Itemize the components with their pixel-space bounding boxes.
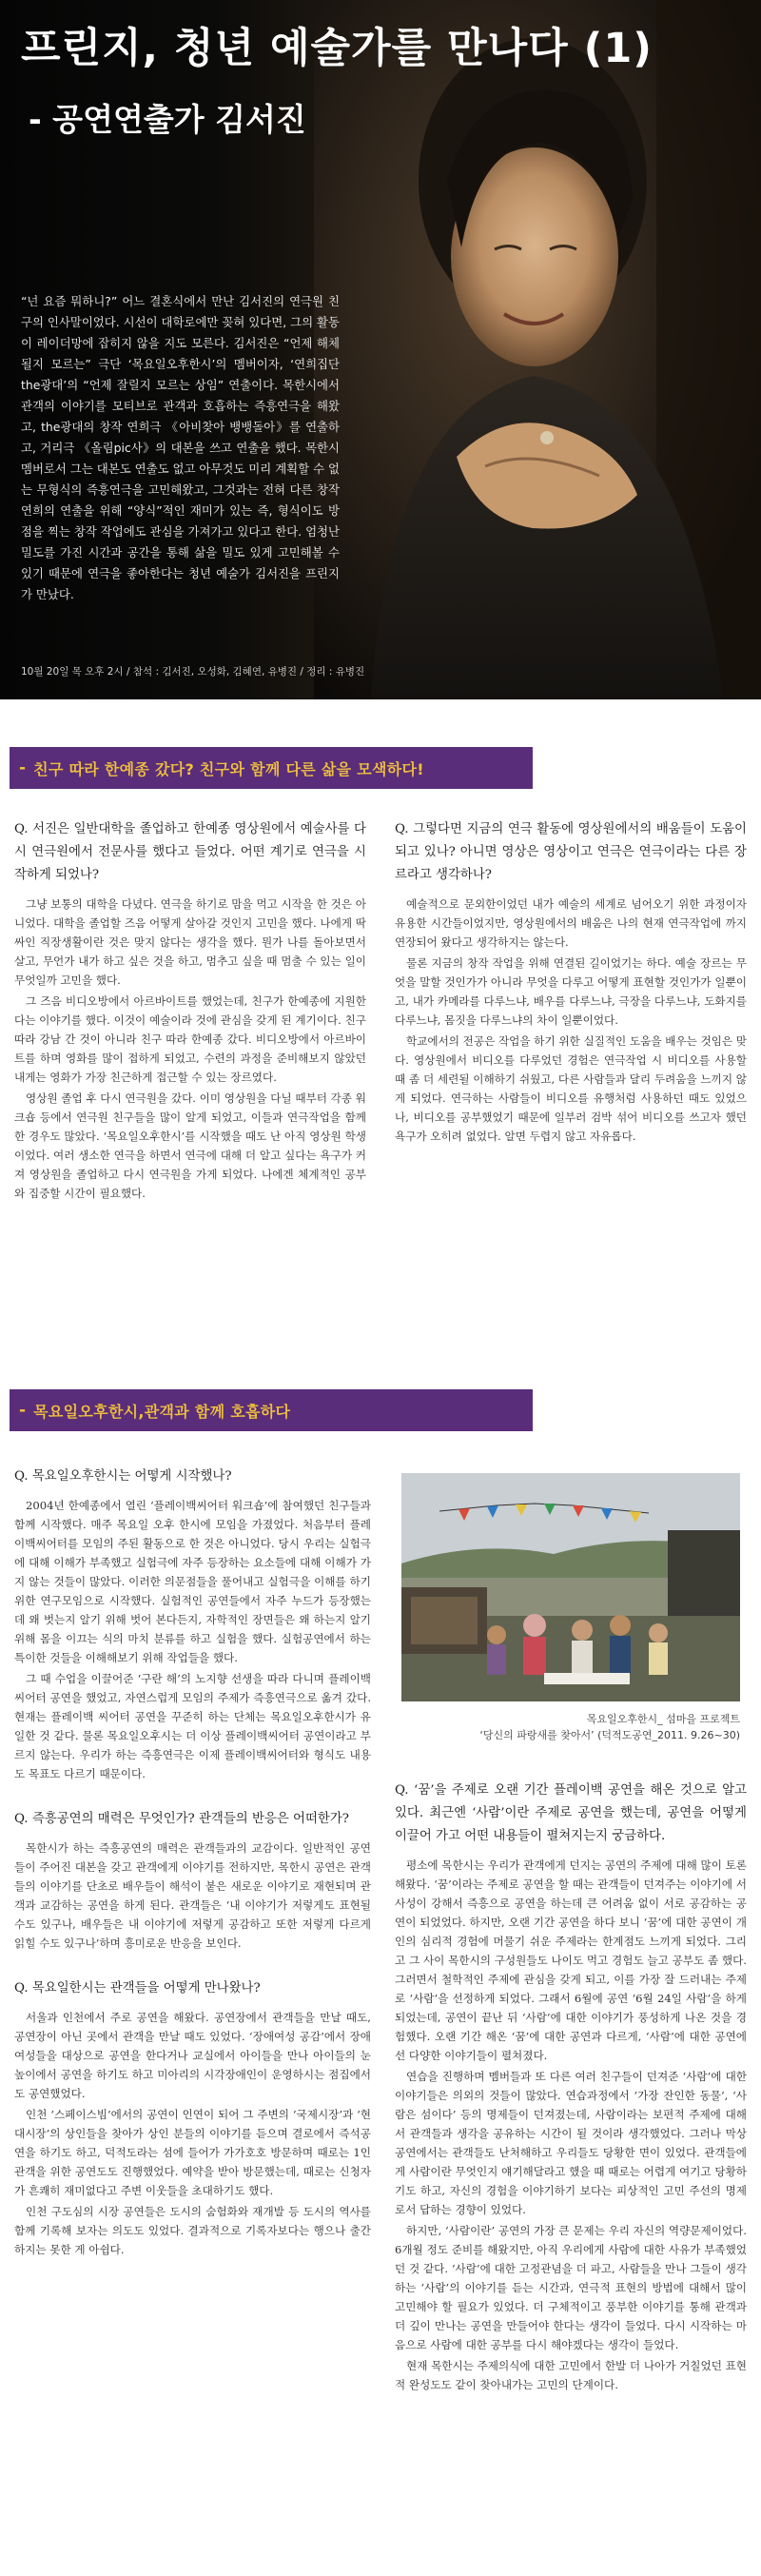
answer-paragraph: 현재 목한시는 주제의식에 대한 고민에서 한발 더 나아가 거칠었던 표현적 완성도도 같이 찾아내가는 고민의 단계이다. [395,2359,747,2391]
answer-paragraph: 예술적으로 문외한이었던 내가 예술의 세계로 넘어오기 위한 과정이자 유용한 시간들이었지만, 영상원에서의 배움은 나의 현재 연극작업에 까지 연장되어 왔다고 생각하지는 않는다. [395,897,747,949]
question: Q. ‘꿈’을 주제로 오랜 기간 플레이백 공연을 해온 것으로 알고 있다. 최근엔 ‘사람’이란 주제로 공연을 했는데, 공연을 어떻게 이끌어 가고 어떤 내용들이 펼쳐지는지 궁금하다. [395,1783,747,1843]
hero-section [0,0,761,699]
answer-paragraph: 그냥 보통의 대학을 다녔다. 연극을 하기로 맘을 먹고 시작을 한 것은 아니었다. 대학을 졸업할 즈음 어떻게 살아갈 것인지 고민을 했다. 나에게 딱 싸인 직장생활이란 것은 맞지 않다는 생각을 했다. 뭔가 나를 돌아보면서 살고, 무언가 내가 하고 싶은 것을 하고, 멈추고 싶을 때 멈출 수 있는 일이 무엇일까 고민을 했다. [14,897,366,987]
answer-paragraph: 학교에서의 전공은 작업을 하기 위한 실질적인 도움을 배우는 것임은 맞다. 영상원에서 비디오를 다루었던 경험은 연극작업 시 비디오를 사용할 때 좀 더 세련될 이해하기 쉬웠고, 다른 사람들과 달리 두려움을 느끼지 않게 되었다. 연극하는 사람들이 비디오를 유행처럼 사용하던 때도 있었으나, 비디오를 공부했었기 때문에 일부러 검박 섞어 비디오를 쓰고자 했던 욕구가 오히려 없었다. 알면 두렵지 않고 자유롭다. [395,1034,747,1143]
intro-paragraph: “넌 요즘 뭐하니?” 어느 결혼식에서 만난 김서진의 연극원 친구의 인사말이었다. 시선이 대학로에만 꽂혀 있다면, 그의 활동이 레이더망에 잡히지 않을 지도 모른다. 김서진은 “언제 해체될지 모르는” 극단 ‘목요일오후한시’의 멤버이자, ‘연희집단 the광대’의 “언제 잘릴지 모르는 상임” 연출이다. 목한시에서 관객의 이야기를 모티브로 관객과 호흡하는 즉흥연극을 해왔고, the광대의 창작 연희극 《아비찾아 뱅뱅돌아》를 연출하고, 거리극 《올림pic사》의 대본을 쓰고 연출을 했다. 목한시 멤버로서 그는 대본도 연출도 없고 아무것도 미리 계획할 수 없는 무형식의 즉흥연극을 고민해왔고, 그것과는 전혀 다른 창작연희의 연출을 위해 “양식”적인 재미가 있는 즉, 형식이도 방점을 찍는 창작 작업에도 관심을 가져가고 있다고 한다. 엄청난 밀도를 가진 시간과 공간을 통해 삶을 밀도 있게 고민해볼 수 있기 때문에 연극을 좋아한다는 청년 예술가 김서진을 프린지가 만났다. [21,294,340,601]
section-2-banner [10,1389,533,1431]
answer-paragraph: 하지만, ‘사람이란’ 공연의 가장 큰 문제는 우리 자신의 역량문제이었다. 6개월 정도 준비를 해왔지만, 아직 우리에게 사람에 대한 사유가 부족했었던 것 같다. ‘사람’에 대한 고정관념을 더 파고, 사람들을 만나 그들이 생각하는 ‘사람’의 이야기를 듣는 시간과, 연극적 표현의 방법에 대해서 많이 고민해야 할 필요가 있었다. 더 구체적이고 풍부한 이야기를 통해 관객과 더 깊이 만나는 공연을 만들어야 한다는 생각이 들었다. 다시 시작하는 마음으로 사람에 대한 공부를 다시 해야겠다는 생각이 들었다. [395,2224,747,2351]
section-1-left-column [14,818,366,1228]
portrait-photo [314,0,761,699]
answer-paragraph: 인천 ‘스페이스빔’에서의 공연이 인연이 되어 그 주변의 ‘국제시장’과 ‘현대시장’의 상인들을 찾아가 상인 분들의 이야기를 듣으며 결로에서 즉석공연을 하기도 하고, 덕적도라는 섬에 들어가 가가호호 방문하며 때로는 1인 관객을 위한 공연도도 진행했었다. 예약을 받아 방문했는데, 때로는 신청자가 흔쾌히 재미없다고 주변 이웃들을 초대하기도 했다. [14,2108,371,2197]
qa-block [395,818,747,1146]
performance-photo [401,1473,740,1701]
answer-paragraph: 그 즈음 비디오방에서 아르바이트를 했었는데, 친구가 한예종에 지원한다는 이야기를 했다. 이것이 예술이라 것에 관심을 갖게 된 계기이다. 친구 따라 강남 간 것이 아니라 친구 따라 한예종 갔다. 비디오방에서 아르바이트를 하며 영화를 많이 접하게 되었고, 수련의 과정을 준비해보지 않았던 내게는 영화가 가장 친근하게 접근할 수 있는 장르였다. [14,994,366,1084]
answer-paragraph: 인천 구도심의 시장 공연들은 도시의 숨험화와 재개발 등 도시의 역사를 함께 기록해 보자는 의도도 있었다. 결과적으로 기록자보다는 행으나 출간하지는 못한 게 아쉽다. [14,2205,371,2256]
qa-block [395,1780,747,2394]
question: Q. 목요일오후한시는 어떻게 시작했나? [14,1469,232,1484]
answer-paragraph: 서울과 인천에서 주로 공연을 해왔다. 공연장에서 관객들을 만날 때도, 공연장이 아닌 곳에서 관객을 만날 때도 있었다. ‘장애여성 공감’에서 장애여성들을 대상으로 공연을 한다거나 교실에서 아이들을 만나 아이들의 눈높이에서 공연을 하기도 하고 미아리의 시각장애인이 운영하시는 점집에서도 공연했었다. [14,2011,371,2100]
photo-caption-line1: 목요일오후한시_ 섬마을 프로젝트 [586,1713,740,1725]
answer-paragraph: 평소에 목한시는 우리가 관객에게 던지는 공연의 주제에 대해 많이 토론해왔다. ‘꿈’이라는 주제로 공연을 할 때는 관객들이 던져주는 이야기에 서사성이 강해서 즉흥으로 공연을 하는데 큰 어려움 없이 서로 공감하는 공연이 되었었다. 하지만, 오랜 기간 공연을 하다 보니 ‘꿈’에 대한 공연이 개인의 심리적 경험에 머물기 쉬운 주제라는 한계점도 느끼게 되었다. 그리고 그 사이 목한시의 구성원들도 나이도 먹고 경험도 늘고 공부도 좀 했다. 그러면서 철학적인 주제에 관심을 갖게 되고, 이를 가장 잘 드러내는 주제로 ‘사람’을 선정하게 되었다. 그래서 6월에 공연 ‘6월 24일 사람’을 하게 되었는데, 공연이 끝난 뒤 ‘사람’에 대한 이야기가 풍성하게 나온 것을 경험했다. 오랜 기간 해온 ‘꿈’에 대한 공연과 다르게, ‘사람’에 대한 공연에선 다양한 이야기들이 펼쳐졌다. [395,1858,747,2062]
section-2-left-column [14,1465,371,2284]
question: Q. 목요일한시는 관객들을 어떻게 만나왔나? [14,1981,261,1996]
answer-paragraph: 물론 지금의 창작 작업을 위해 연결된 길이었기는 하다. 예술 장르는 무엇을 말할 것인가가 아니라 무엇을 다루고 어떻게 표현할 것인가가 일뿐이고, 내가 카메라를 다루느냐, 배우를 다루느냐, 극장을 다루느냐, 도화지를 다루느냐, 몸짓을 다루느냐의 차이 일뿐이었다. [395,956,747,1027]
question: Q. 그렇다면 지금의 연극 활동에 영상원에서의 배움들이 도움이 되고 있나? 아니면 영상은 영상이고 연극은 연극이라는 다른 장르라고 생각하나? [395,822,747,882]
question: Q. 즉흥공연의 매력은 무엇인가? 관객들의 반응은 어떠한가? [14,1812,349,1826]
interview-caption: 10월 20일 목 오후 2시 / 참석 : 김서진, 오성화, 김혜연, 유병진 / 정리 : 유병진 [21,666,365,678]
answer-paragraph: 연습을 진행하며 멤버들과 또 다른 여러 친구들이 던져준 ‘사람’에 대한 이야기들은 의외의 것들이 많았다. 연습과정에서 ‘가장 잔인한 동물’, ‘사람은 섬이다’ 등의 명제들이 던져졌는데, 사람이라는 보편적 주제에 대해서 관객들과 생각을 공유하는 시간이 될 것이라 생각했었다. 그러나 막상 공연에서는 관객들도 난처해하고 우리들도 당황한 면이 있었다. 관객들에게 사람이란 무엇인지 얘기해달라고 했을 때 때로는 어렵게 여기고 당황하기도 하고, 자신의 경험을 이야기하기 보다는 피상적인 고민 주선의 명제로서 답하는 경향이 있었다. [395,2070,747,2216]
banner-dash: - [19,1401,27,1420]
qa-block [14,1465,371,1783]
answer-paragraph: 목한시가 하는 즉흥공연의 매력은 관객들과의 교감이다. 일반적인 공연들이 주어진 대본을 갖고 관객에게 이야기를 전하지만, 목한시 공연은 관객들의 이야기를 단초로 배우들이 해석이 붙은 새로운 이야기로 재현되며 관객과 교감하는 공연을 하게 된다. 관객들은 ‘내 이야기가 저렇게도 표현될 수도 있구나, 배우들은 내 이야기에 저렇게 공감하고 또한 저렇게 다르게 읽힐 수도 있구나’하며 흥미로운 반응을 보인다. [14,1841,371,1950]
section-1-title: 친구 따라 한예종 갔다? 친구와 함께 다른 삶을 모색하다! [33,759,424,778]
page-title: 프린지, 청년 예술가를 만나다 (1) [21,25,653,72]
question: Q. 서진은 일반대학을 졸업하고 한예종 영상원에서 예술사를 다시 연극원에서 전문사를 했다고 들었다. 어떤 계기로 연극을 시작하게 되었나? [14,822,366,882]
section-1-banner [10,747,533,789]
photo-caption [401,1711,740,1743]
answer-paragraph: 영상원 졸업 후 다시 연극원을 갔다. 이미 영상원을 다닐 때부터 각종 워크숍 등에서 연극원 친구들을 많이 알게 되었고, 이들과 연극작업을 함께 한 경우도 많았다. ‘목요일오후한시’를 시작했을 때도 난 아직 영상원 학생이었다. 여러 생소한 연극을 하면서 연극에 대해 더 알고 싶다는 욕구가 커져 영상원을 졸업하고 다시 연극원을 가게 되었다. 나에겐 체계적인 공부와 집중할 시간이 필요했다. [14,1091,366,1200]
answer-paragraph: 그 때 수업을 이끌어준 ‘구란 해’의 노지향 선생을 따라 다니며 플레이백 씨어터 공연을 했었고, 자연스럽게 모임의 주제가 즉흥연극으로 옮겨 갔다. 현재는 플레이백 씨어터 공연을 꾸준히 하는 단체는 목요일오후한시가 유일한 것 같다. 물론 목요일오후시는 더 이상 플레이백씨어터 공연이라고 부르지 않는다. 우리가 하는 즉흥연극은 이제 플레이백씨어터와 형식도 내용도 목표도 다르기 때문이다. [14,1672,371,1780]
qa-block [14,1808,371,1953]
banner-dash: - [19,758,27,777]
photo-caption-line2: ‘당신의 파랑새를 찾아서’ (덕적도공연_2011. 9.26~30) [479,1729,740,1741]
page-subtitle: - 공연연출가 김서진 [29,101,306,138]
section-2-title: 목요일오후한시,관객과 함께 호흡하다 [33,1402,291,1421]
qa-block [14,818,366,1203]
section-2-right-column [395,1780,747,2419]
answer-paragraph: 2004년 한예종에서 열린 ‘플레이백씨어터 워크숍’에 참여했던 친구들과 함께 시작했다. 매주 목요일 오후 한시에 모임을 가졌었다. 처음부터 플레이백씨어터를 모임의 주된 활동으로 한 것은 아니었다. 당시 우리는 실험극에 대해 이해가 부족했고 실험극에 자주 등장하는 요소들에 대해 이해가 가지 않는 것들이 많았다. 이러한 의문점들을 풀어내고 실험극을 이해를 하기위한 연구모임으로 시작했다. 실험적인 공연들에서 자주 누드가 등장했는데 왜 벗는지 알기 위해 벗어 본다든지, 자학적인 장면들은 왜 하는지 알기위해 몸을 이끄는 식의 마치 분류를 하고 실험을 했다. 실험공연에서 하는 특이한 것들을 이해해보기 위해 작업들을 했다. [14,1499,371,1664]
section-1-right-column [395,818,747,1170]
qa-block [14,1977,371,2259]
